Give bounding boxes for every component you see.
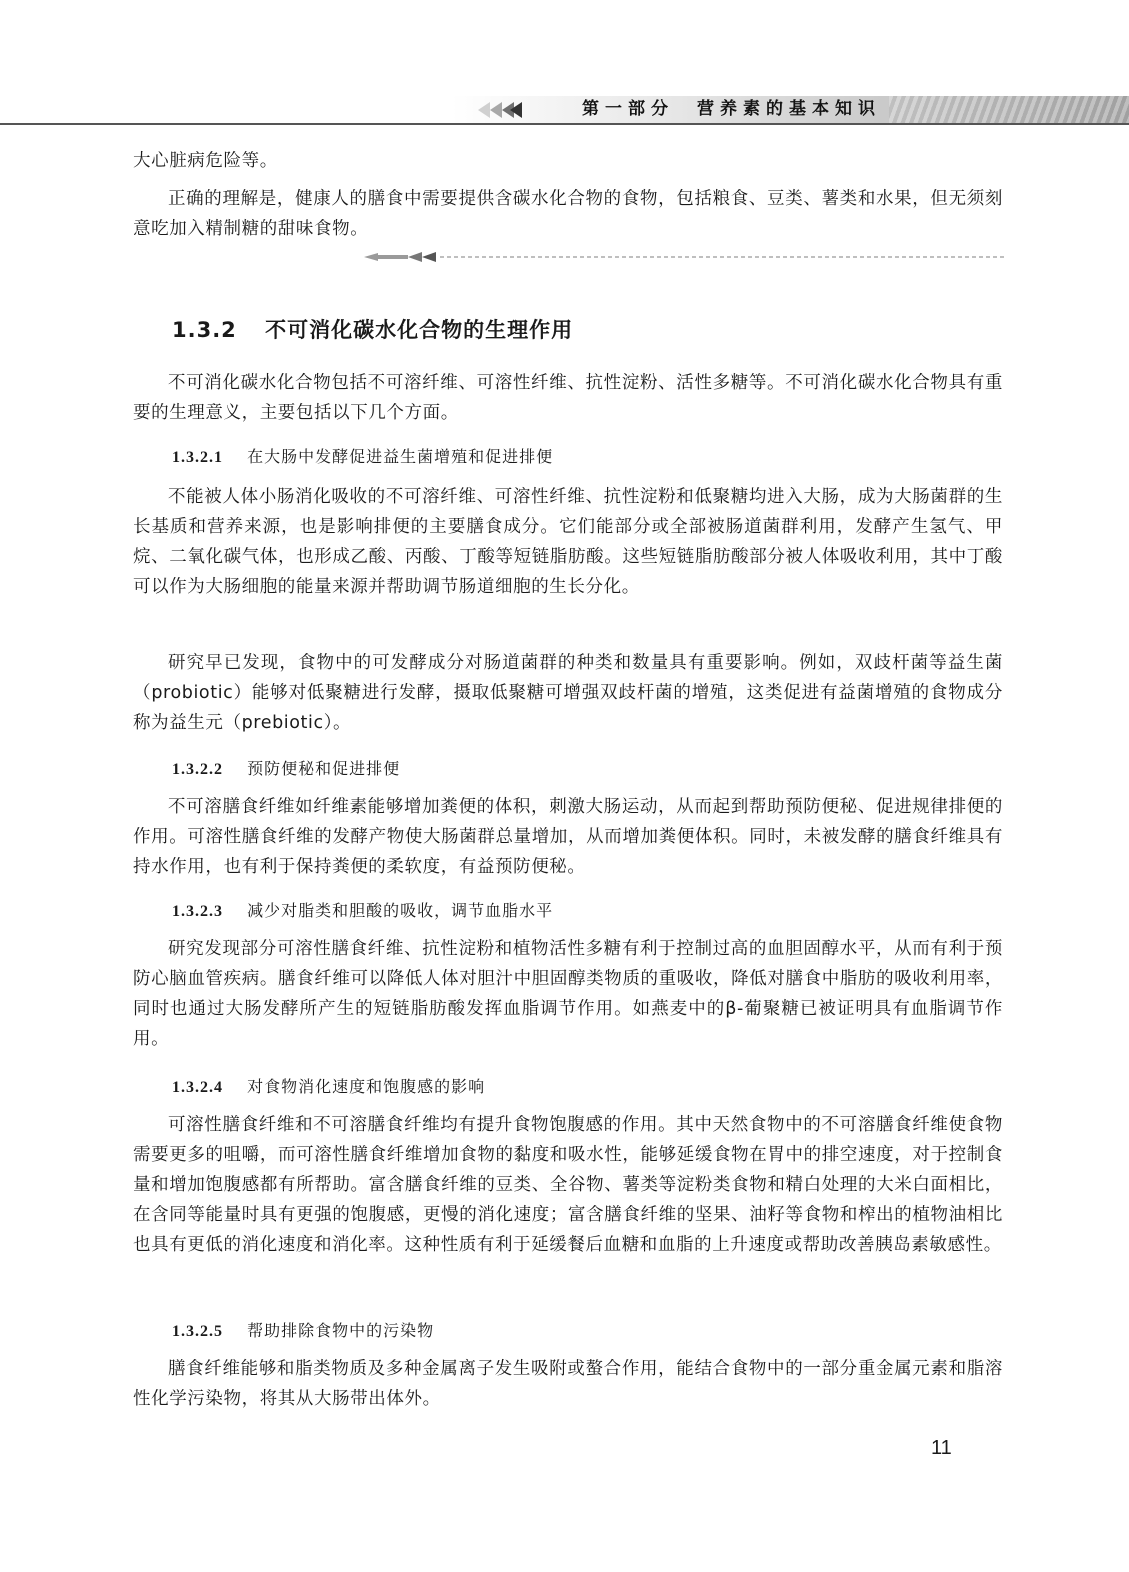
paragraph: 膳食纤维能够和脂类物质及多种金属离子发生吸附或螯合作用，能结合食物中的一部分重金属元素和脂溶性化学污染物，将其从大肠带出体外。 [133, 1359, 1003, 1409]
subsection-number: 1.3.2.3 [172, 903, 223, 920]
paragraph: 可溶性膳食纤维和不可溶膳食纤维均有提升食物饱腹感的作用。其中天然食物中的不可溶膳食纤维使食物需要更多的咀嚼，而可溶性膳食纤维增加食物的黏度和吸水性，能够延缓食物在胃中的排空速度，对于控制食量和增加饱腹感都有所帮助。富含膳食纤维的豆类、全谷物、薯类等淀粉类食物和精白处理的大米白面相比，在含同等能量时具有更强的饱腹感，更慢的消化速度；富含膳食纤维的坚果、油籽等食物和榨出的植物油相比也具有更低的消化速度和消化率。这种性质有利于延缓餐后血糖和血脂的上升速度或帮助改善胰岛素敏感性。 [133, 1115, 1003, 1255]
header-rule [0, 123, 1129, 125]
section-title: 不可消化碳水化合物的生理作用 [265, 318, 574, 342]
subsection-heading-1 [172, 444, 553, 471]
section-divider [364, 250, 1004, 264]
header-arrows-icon [474, 100, 522, 120]
subsection-heading-3 [172, 898, 553, 925]
intro-line: 大心脏病危险等。 [133, 151, 278, 171]
subsection-number: 1.3.2.1 [172, 449, 223, 466]
subsection-heading-5 [172, 1318, 434, 1345]
section-number: 1.3.2 [172, 318, 237, 342]
page-number: 11 [931, 1437, 952, 1459]
subsection-heading-4 [172, 1074, 485, 1101]
subsection-number: 1.3.2.5 [172, 1323, 223, 1340]
subsection-number: 1.3.2.2 [172, 761, 223, 778]
paragraph: 不能被人体小肠消化吸收的不可溶纤维、可溶性纤维、抗性淀粉和低聚糖均进入大肠，成为大肠菌群的生长基质和营养来源，也是影响排便的主要膳食成分。它们能部分或全部被肠道菌群利用，发酵产生氢气、甲烷、二氧化碳气体，也形成乙酸、丙酸、丁酸等短链脂肪酸。这些短链脂肪酸部分被人体吸收利用，其中丁酸可以作为大肠细胞的能量来源并帮助调节肠道细胞的生长分化。 [133, 487, 1003, 597]
subsection-title: 对食物消化速度和饱腹感的影响 [247, 1077, 486, 1096]
paragraph: 研究发现部分可溶性膳食纤维、抗性淀粉和植物活性多糖有利于控制过高的血胆固醇水平，从而有利于预防心脑血管疾病。膳食纤维可以降低人体对胆汁中胆固醇类物质的重吸收，降低对膳食中脂肪的吸收利用率，同时也通过大肠发酵所产生的短链脂肪酸发挥血脂调节作用。如燕麦中的β-葡聚糖已被证明具有血脂调节作用。 [133, 939, 1003, 1049]
running-header-title: 第一部分 营养素的基本知识 [582, 99, 881, 119]
subsection-heading-2 [172, 756, 400, 783]
subsection-number: 1.3.2.4 [172, 1079, 223, 1096]
subsection-title: 减少对脂类和胆酸的吸收，调节血脂水平 [247, 901, 554, 920]
section-heading [172, 314, 573, 344]
intro-paragraph: 正确的理解是，健康人的膳食中需要提供含碳水化合物的食物，包括粮食、豆类、薯类和水果，但无须刻意吃加入精制糖的甜味食物。 [133, 189, 1003, 239]
subsection-title: 在大肠中发酵促进益生菌增殖和促进排便 [247, 447, 554, 466]
header-band [0, 96, 1129, 123]
section-intro: 不可消化碳水化合物包括不可溶纤维、可溶性纤维、抗性淀粉、活性多糖等。不可消化碳水化合物具有重要的生理意义，主要包括以下几个方面。 [133, 373, 1003, 423]
paragraph: 不可溶膳食纤维如纤维素能够增加粪便的体积，刺激大肠运动，从而起到帮助预防便秘、促进规律排便的作用。可溶性膳食纤维的发酵产物使大肠菌群总量增加，从而增加粪便体积。同时，未被发酵的膳食纤维具有持水作用，也有利于保持粪便的柔软度，有益预防便秘。 [133, 797, 1003, 877]
paragraph: 研究早已发现，食物中的可发酵成分对肠道菌群的种类和数量具有重要影响。例如，双歧杆菌等益生菌（probiotic）能够对低聚糖进行发酵，摄取低聚糖可增强双歧杆菌的增殖，这类促进有益菌增殖的食物成分称为益生元（prebiotic）。 [133, 653, 1003, 733]
subsection-title: 预防便秘和促进排便 [247, 759, 401, 778]
subsection-title: 帮助排除食物中的污染物 [247, 1321, 435, 1340]
